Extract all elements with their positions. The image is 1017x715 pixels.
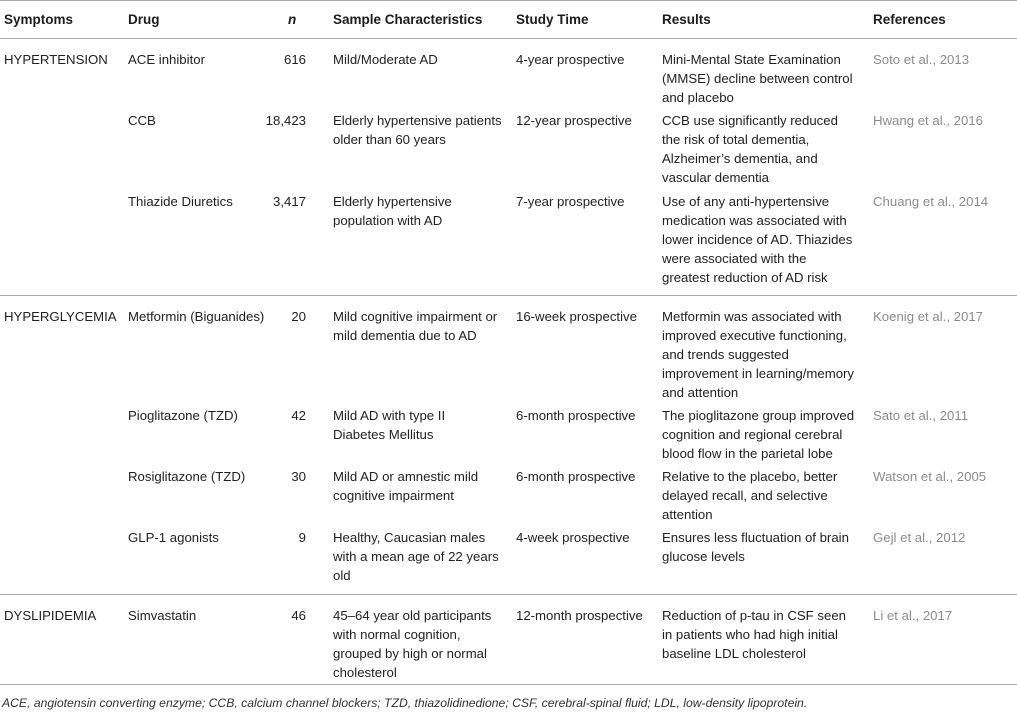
sample-cell	[333, 307, 497, 345]
sample-cell-line: Healthy, Caucasian males	[333, 530, 486, 545]
results-cell-line: Relative to the placebo, better	[662, 469, 838, 484]
time-cell: 6-month prospective	[516, 469, 636, 484]
results-cell-line: improvement in learning/memory	[662, 366, 855, 381]
sample-cell-line: Mild cognitive impairment or	[333, 309, 498, 324]
results-cell-line: improved executive functioning,	[662, 328, 847, 343]
bottom-rule	[0, 684, 1017, 685]
results-cell-line: Use of any anti-hypertensive	[662, 194, 830, 209]
sample-cell	[333, 111, 502, 149]
reference-cell: Koenig et al., 2017	[873, 309, 983, 324]
sample-cell-line: Diabetes Mellitus	[333, 427, 434, 442]
results-cell-line: Alzheimer’s dementia, and	[662, 151, 818, 166]
sample-cell-line: cholesterol	[333, 665, 397, 680]
sample-cell-line: Mild AD or amnestic mild	[333, 469, 479, 484]
sample-cell-line: with a mean age of 22 years	[333, 549, 499, 564]
drug-cell: Metformin (Biguanides)	[128, 309, 265, 324]
results-cell-line: greatest reduction of AD risk	[662, 270, 828, 285]
results-cell-line: The pioglitazone group improved	[662, 408, 855, 423]
results-cell-line: Metformin was associated with	[662, 309, 842, 324]
results-cell-line: were associated with the	[662, 251, 807, 266]
sample-cell-line: grouped by high or normal	[333, 646, 487, 661]
sample-cell-line: cognitive impairment	[333, 488, 454, 503]
results-cell	[662, 192, 852, 287]
drug-cell: Rosiglitazone (TZD)	[128, 469, 246, 484]
reference-cell: Sato et al., 2011	[873, 408, 969, 423]
n-cell: 616	[283, 52, 306, 67]
drug-cell: GLP-1 agonists	[128, 530, 219, 545]
n-cell: 20	[291, 309, 306, 324]
symptom-cell: HYPERGLYCEMIA	[4, 309, 117, 324]
results-cell	[662, 406, 854, 463]
header-symptoms: Symptoms	[4, 12, 74, 27]
results-cell-line: vascular dementia	[662, 170, 770, 185]
sample-cell-line: mild dementia due to AD	[333, 328, 477, 343]
drug-cell: Simvastatin	[128, 608, 197, 623]
n-cell: 30	[291, 469, 306, 484]
sample-cell	[333, 50, 438, 69]
reference-cell: Hwang et al., 2016	[873, 113, 983, 128]
top-rule	[0, 0, 1017, 1]
drug-cell: Thiazide Diuretics	[128, 194, 233, 209]
results-cell-line: CCB use significantly reduced	[662, 113, 838, 128]
sample-cell-line: Elderly hypertensive	[333, 194, 452, 209]
reference-cell: Gejl et al., 2012	[873, 530, 966, 545]
sample-cell-line: 45–64 year old participants	[333, 608, 492, 623]
header-references: References	[873, 12, 946, 27]
n-cell: 42	[291, 408, 306, 423]
results-cell	[662, 307, 854, 402]
sample-cell-line: older than 60 years	[333, 132, 446, 147]
header-sample: Sample Characteristics	[333, 12, 483, 27]
n-cell: 18,423	[265, 113, 306, 128]
header-n: n	[288, 12, 297, 27]
drug-cell: CCB	[128, 113, 156, 128]
results-cell-line: Ensures less fluctuation of brain	[662, 530, 849, 545]
reference-cell: Soto et al., 2013	[873, 52, 970, 67]
results-cell-line: the risk of total dementia,	[662, 132, 810, 147]
results-cell-line: medication was associated with	[662, 213, 847, 228]
sample-cell	[333, 467, 478, 505]
results-cell-line: in patients who had high initial	[662, 627, 838, 642]
sample-cell-line: Mild AD with type II	[333, 408, 446, 423]
time-cell: 7-year prospective	[516, 194, 625, 209]
results-cell	[662, 467, 837, 524]
header-time: Study Time	[516, 12, 589, 27]
sample-cell	[333, 192, 452, 230]
group-rule-1	[0, 295, 1017, 296]
results-cell-line: (MMSE) decline between control	[662, 71, 853, 86]
results-cell-line: attention	[662, 507, 713, 522]
reference-cell: Li et al., 2017	[873, 608, 953, 623]
table-footnote: ACE, angiotensin converting enzyme; CCB, calcium channel blockers; TZD, thiazolidinedione; CSF, cerebral-spinal fluid; LDL, low-density lipoprotein.	[2, 696, 808, 710]
header-drug: Drug	[128, 12, 160, 27]
results-cell	[662, 606, 846, 663]
time-cell: 6-month prospective	[516, 408, 636, 423]
results-cell	[662, 528, 849, 566]
symptom-cell: DYSLIPIDEMIA	[4, 608, 97, 623]
results-cell-line: lower incidence of AD. Thiazides	[662, 232, 853, 247]
time-cell: 16-week prospective	[516, 309, 637, 324]
header-rule	[0, 38, 1017, 39]
results-cell	[662, 111, 838, 187]
sample-cell-line: Mild/Moderate AD	[333, 52, 438, 67]
results-cell-line: glucose levels	[662, 549, 745, 564]
results-cell-line: Reduction of p-tau in CSF seen	[662, 608, 846, 623]
time-cell: 4-week prospective	[516, 530, 630, 545]
sample-cell	[333, 406, 445, 444]
n-cell: 9	[298, 530, 306, 545]
results-cell-line: cognition and regional cerebral	[662, 427, 843, 442]
results-cell-line: and attention	[662, 385, 739, 400]
n-cell: 3,417	[272, 194, 306, 209]
group-rule-2	[0, 594, 1017, 595]
time-cell: 12-month prospective	[516, 608, 643, 623]
drug-cell: ACE inhibitor	[128, 52, 205, 67]
n-cell: 46	[291, 608, 306, 623]
results-cell-line: and trends suggested	[662, 347, 789, 362]
sample-cell	[333, 528, 499, 585]
header-results: Results	[662, 12, 711, 27]
results-cell-line: delayed recall, and selective	[662, 488, 828, 503]
sample-cell-line: with normal cognition,	[333, 627, 461, 642]
symptom-cell: HYPERTENSION	[4, 52, 108, 67]
results-cell-line: and placebo	[662, 90, 734, 105]
sample-cell-line: population with AD	[333, 213, 443, 228]
drug-cell: Pioglitazone (TZD)	[128, 408, 238, 423]
sample-cell	[333, 606, 491, 682]
sample-cell-line: Elderly hypertensive patients	[333, 113, 502, 128]
reference-cell: Chuang et al., 2014	[873, 194, 989, 209]
reference-cell: Watson et al., 2005	[873, 469, 987, 484]
results-cell-line: baseline LDL cholesterol	[662, 646, 806, 661]
sample-cell-line: old	[333, 568, 351, 583]
time-cell: 4-year prospective	[516, 52, 625, 67]
results-cell	[662, 50, 853, 107]
results-cell-line: blood flow in the parietal lobe	[662, 446, 833, 461]
time-cell: 12-year prospective	[516, 113, 632, 128]
results-cell-line: Mini-Mental State Examination	[662, 52, 841, 67]
